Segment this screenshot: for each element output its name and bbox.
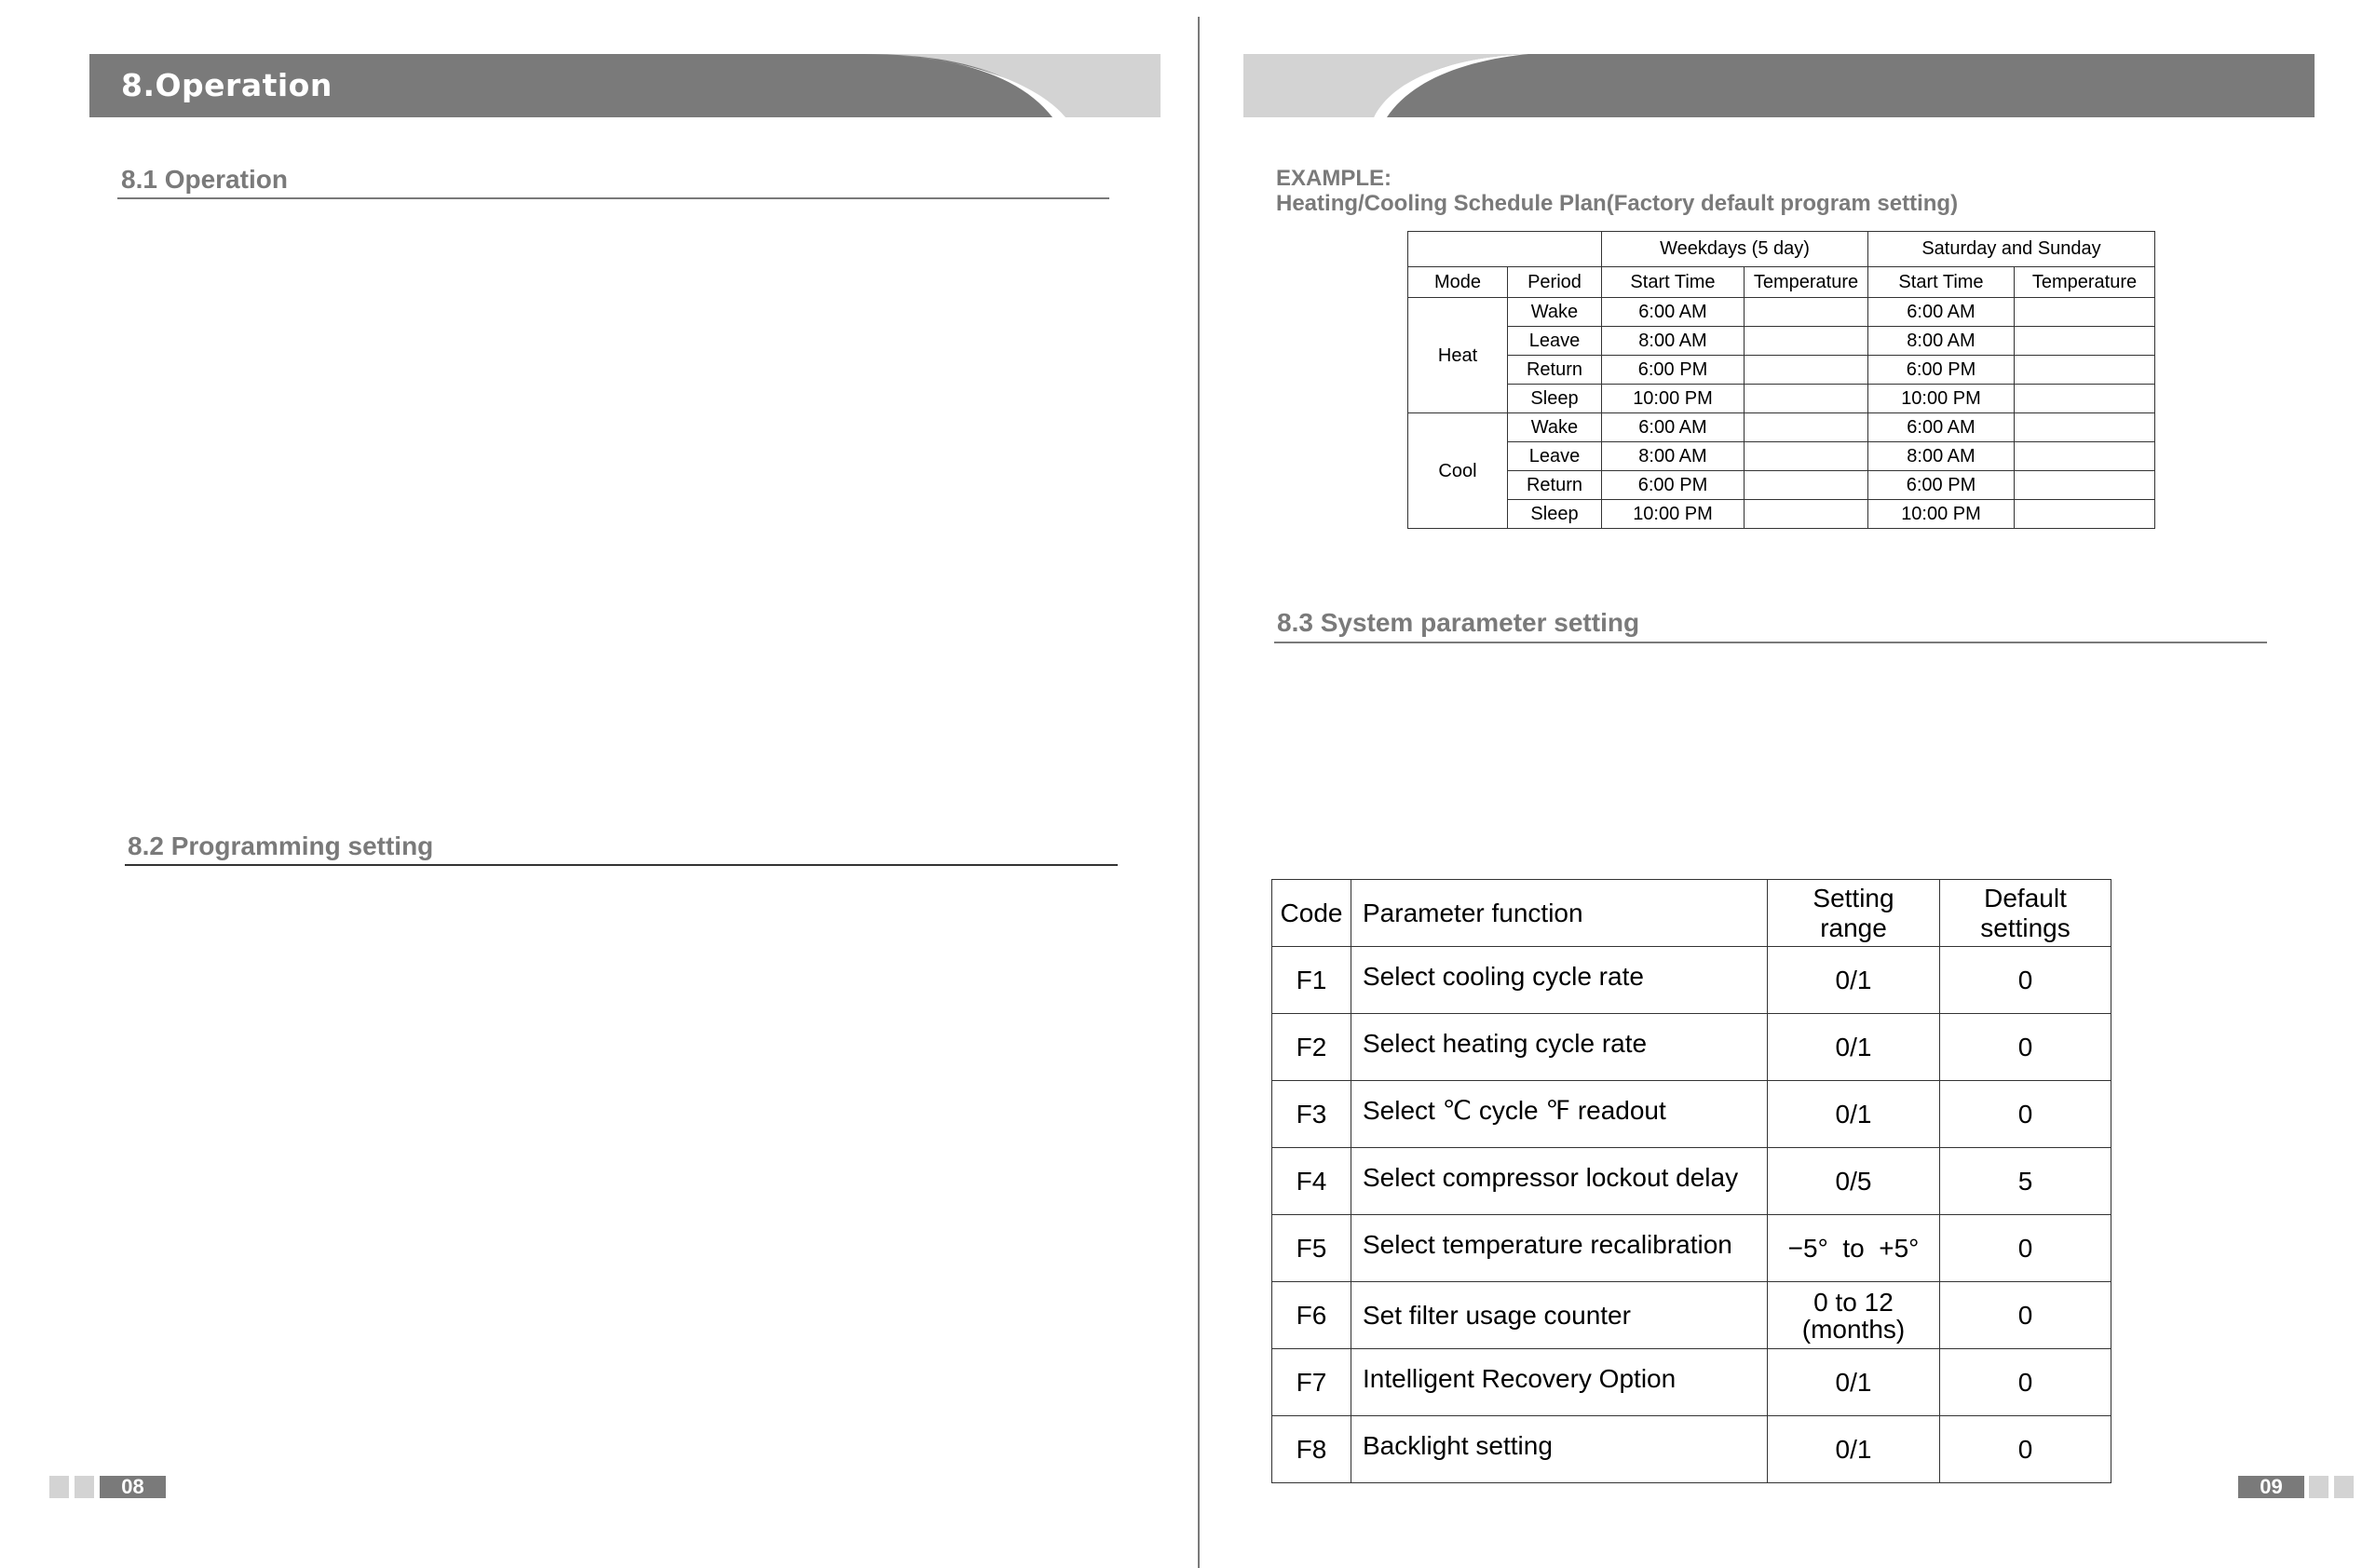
weekend-start-cell: 8:00 AM [1868,442,2015,471]
param-default: 0 [1940,1215,2111,1282]
section-title-operation: 8.1 Operation [121,165,288,194]
column-header-mode: Mode [1408,267,1508,298]
weekday-temp-cell [1745,442,1868,471]
weekday-temp-cell [1745,471,1868,500]
table-row [1272,1349,2111,1416]
period-cell: Return [1508,471,1602,500]
column-header-range-line1: Setting [1813,883,1894,912]
param-range-value: 0/5 [1835,1166,1872,1196]
param-default: 0 [1940,947,2111,1014]
param-range [1768,1349,1940,1416]
page-number-right: 09 [2238,1476,2304,1498]
column-header-range [1768,880,1940,947]
column-header-function [1351,880,1768,947]
param-function [1351,1349,1768,1416]
column-header-weekend-temp: Temperature [2015,267,2155,298]
param-range-value: 0/1 [1835,965,1872,994]
weekday-temp-cell [1745,327,1868,356]
table-row [1272,1081,2111,1148]
parameter-header-row [1272,880,2111,947]
param-code: F8 [1272,1416,1351,1483]
weekday-temp-cell [1745,298,1868,327]
weekday-start-cell: 10:00 PM [1602,500,1745,529]
param-range-value: 0/1 [1835,1099,1872,1129]
param-function [1351,1081,1768,1148]
weekend-start-cell: 6:00 PM [1868,471,2015,500]
weekend-start-cell: 6:00 PM [1868,356,2015,385]
chapter-title: 8.Operation [121,67,333,103]
weekend-start-cell: 8:00 AM [1868,327,2015,356]
page-marker-square [49,1476,69,1498]
weekday-start-cell: 8:00 AM [1602,327,1745,356]
table-row [1408,356,2155,385]
period-cell: Leave [1508,327,1602,356]
mode-cell-cool: Cool [1408,413,1508,529]
param-function [1351,1416,1768,1483]
weekday-temp-cell [1745,500,1868,529]
weekday-start-cell: 6:00 PM [1602,471,1745,500]
example-label: EXAMPLE: [1276,166,1392,191]
param-function [1351,947,1768,1014]
param-function [1351,1014,1768,1081]
table-row [1408,327,2155,356]
param-function [1351,1215,1768,1282]
period-cell: Leave [1508,442,1602,471]
group-header-weekend: Saturday and Sunday [1868,232,2155,267]
section-title-system-parameter: 8.3 System parameter setting [1277,608,1640,637]
page-divider [1198,17,1200,1568]
param-code: F6 [1272,1282,1351,1349]
table-row [1408,298,2155,327]
period-cell: Wake [1508,298,1602,327]
param-code: F4 [1272,1148,1351,1215]
table-row [1408,500,2155,529]
param-function-label: Select cooling cycle rate [1363,961,1644,991]
column-header-range-line2: range [1820,912,1887,942]
column-header-weekday-start: Start Time [1602,267,1745,298]
param-range [1768,1282,1940,1349]
param-default: 0 [1940,1416,2111,1483]
example-caption: Heating/Cooling Schedule Plan(Factory default program setting) [1276,191,1959,216]
table-row [1272,947,2111,1014]
weekend-temp-cell [2015,471,2155,500]
table-row [1272,1282,2111,1349]
param-range-unit: (months) [1801,1314,1906,1344]
param-range [1768,1148,1940,1215]
param-default: 0 [1940,1014,2111,1081]
param-function [1351,1282,1768,1349]
section-title-programming: 8.2 Programming setting [128,831,434,860]
param-range-value: 0/1 [1835,1434,1872,1464]
page-number-left: 08 [100,1476,166,1498]
param-code: F5 [1272,1215,1351,1282]
weekend-temp-cell [2015,298,2155,327]
parameter-table [1271,879,2111,1483]
weekend-start-cell: 6:00 AM [1868,413,2015,442]
weekday-start-cell: 10:00 PM [1602,385,1745,413]
param-code: F2 [1272,1014,1351,1081]
table-row [1408,413,2155,442]
section-underline [117,197,1109,199]
weekend-temp-cell [2015,356,2155,385]
group-header-weekdays: Weekdays (5 day) [1602,232,1868,267]
column-header-function-label: Parameter function [1363,898,1583,927]
column-header-default-line2: settings [1980,912,2071,942]
param-range [1768,1215,1940,1282]
param-function-label: Select temperature recalibration [1363,1229,1732,1259]
param-range [1768,1081,1940,1148]
schedule-table [1407,231,2155,529]
param-range [1768,947,1940,1014]
table-corner-cell [1408,232,1602,267]
param-default: 0 [1940,1349,2111,1416]
mode-cell-heat: Heat [1408,298,1508,413]
weekend-start-cell: 10:00 PM [1868,500,2015,529]
param-function-label: Select compressor lockout delay [1363,1162,1739,1192]
weekday-temp-cell [1745,385,1868,413]
weekend-temp-cell [2015,442,2155,471]
column-header-weekday-temp: Temperature [1745,267,1868,298]
param-default: 5 [1940,1148,2111,1215]
column-header-default-line1: Default [1984,883,2067,912]
weekend-start-cell: 10:00 PM [1868,385,2015,413]
section-underline [125,864,1118,866]
param-function [1351,1148,1768,1215]
page-marker-square [2309,1476,2328,1498]
param-code: F7 [1272,1349,1351,1416]
param-function-label: Backlight setting [1363,1430,1553,1460]
table-row [1272,1014,2111,1081]
weekend-start-cell: 6:00 AM [1868,298,2015,327]
param-default: 0 [1940,1282,2111,1349]
param-range [1768,1014,1940,1081]
param-code: F3 [1272,1081,1351,1148]
weekday-temp-cell [1745,413,1868,442]
weekday-start-cell: 6:00 AM [1602,413,1745,442]
right-header-bar [1243,54,2315,117]
period-cell: Return [1508,356,1602,385]
period-cell: Sleep [1508,385,1602,413]
column-header-period: Period [1508,267,1602,298]
param-range-value: −5° to +5° [1787,1233,1920,1263]
weekend-temp-cell [2015,413,2155,442]
page-marker-square [75,1476,94,1498]
table-row [1272,1215,2111,1282]
period-cell: Sleep [1508,500,1602,529]
table-row [1408,471,2155,500]
column-header-default [1940,880,2111,947]
param-code: F1 [1272,947,1351,1014]
column-header-weekend-start: Start Time [1868,267,2015,298]
param-range-value: 0/1 [1835,1032,1872,1061]
param-function-label: Set filter usage counter [1363,1300,1631,1330]
param-range-value: 0/1 [1835,1367,1872,1397]
param-default: 0 [1940,1081,2111,1148]
param-range-value: 0 to 12 [1813,1287,1894,1317]
weekday-start-cell: 8:00 AM [1602,442,1745,471]
table-row [1272,1148,2111,1215]
table-row [1408,385,2155,413]
weekday-start-cell: 6:00 AM [1602,298,1745,327]
column-header-code: Code [1272,880,1351,947]
param-function-label: Select ℃ cycle ℉ readout [1363,1095,1666,1125]
section-underline [1274,642,2267,643]
page-marker-square [2334,1476,2354,1498]
weekend-temp-cell [2015,385,2155,413]
weekday-start-cell: 6:00 PM [1602,356,1745,385]
param-function-label: Select heating cycle rate [1363,1028,1648,1058]
weekend-temp-cell [2015,327,2155,356]
param-range [1768,1416,1940,1483]
weekend-temp-cell [2015,500,2155,529]
table-row [1408,442,2155,471]
period-cell: Wake [1508,413,1602,442]
param-function-label: Intelligent Recovery Option [1363,1363,1677,1393]
weekday-temp-cell [1745,356,1868,385]
table-row [1272,1416,2111,1483]
